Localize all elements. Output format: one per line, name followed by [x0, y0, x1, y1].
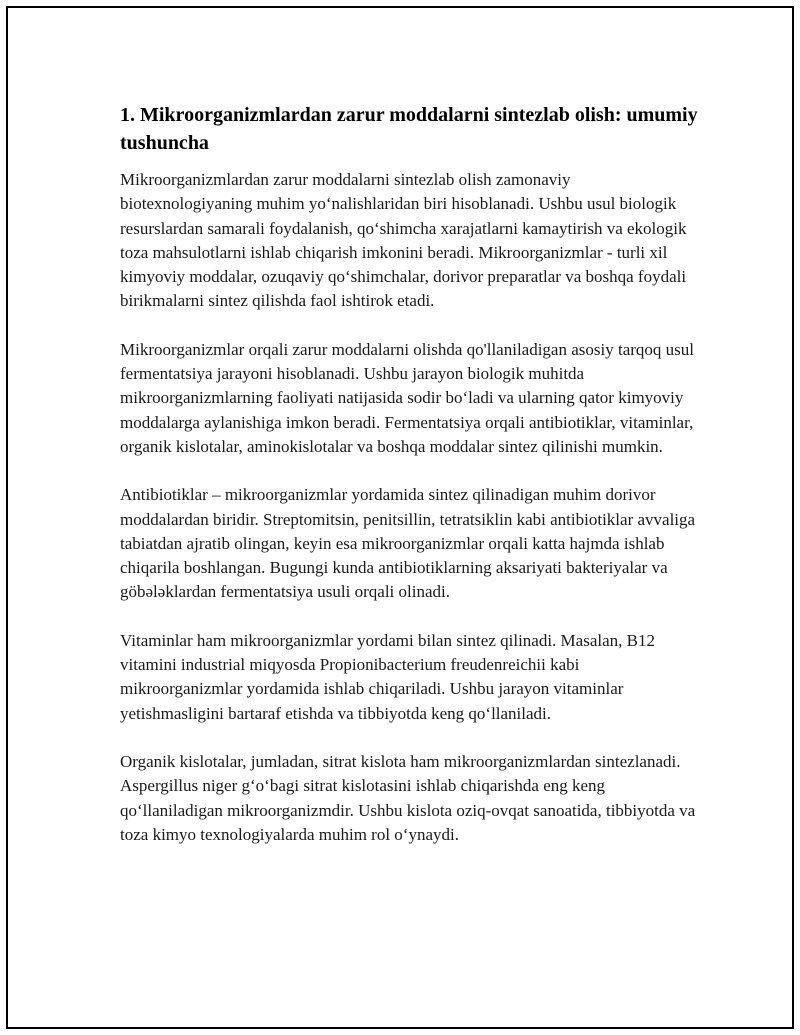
page-border: [6, 6, 794, 1029]
paragraph-vitamins: Vitaminlar ham mikroorganizmlar yordami bilan sintez qilinadi. Masalan, B12 vitamini industrial miqyosda Propionibacterium freudenreichii kabi mikroorganizmlar yordamida ishlab chiqariladi. Ushbu jarayon vitaminlar yetishmasligini bartaraf etishda va tibbiyotda keng qo‘llaniladi.: [120, 630, 655, 723]
paragraph-intro: Mikroorganizmlardan zarur moddalarni sintezlab olish zamonaviy biotexnologiyaning muhim yo‘nalishlaridan biri hisoblanadi. Ushbu usul biologik resurslardan samarali foydalanish, qo‘shimcha xarajatlarni kamaytirish va ekologik toza mahsulotlarni ishlab chiqarish imkonini beradi. Mikroorganizmlar - turli xil kimyoviy moddalar, ozuqaviy qo‘shimchalar, dorivor preparatlar va boshqa foydali birikmalarni sintez qilishda faol ishtirok etadi.: [120, 170, 687, 311]
document-body: [120, 101, 700, 871]
paragraph-antibiotics: Antibiotiklar – mikroorganizmlar yordamida sintez qilinadigan muhim dorivor moddalardan biridir. Streptomitsin, penitsillin, tetratsiklin kabi antibiotiklar avvaliga tabiatdan ajratib olingan, keyin esa mikroorganizmlar orqali katta hajmda ishlab chiqarila boshlangan. Bugungi kunda antibiotiklarning aksariyati bakteriyalar va göbələklardan fermentatsiya usuli orqali olinadi.: [120, 485, 696, 602]
paragraph-organic-acids: Organik kislotalar, jumladan, sitrat kislota ham mikroorganizmlardan sintezlanadi. Aspergillus niger g‘o‘bagi sitrat kislotasini ishlab chiqarishda eng keng qo‘llaniladigan mikroorganizmdir. Ushbu kislota oziq-ovqat sanoatida, tibbiyotda va toza kimyo texnologiyalarda muhim rol o‘ynaydi.: [120, 751, 696, 844]
paragraph-fermentation: Mikroorganizmlar orqali zarur moddalarni olishda qo'llaniladigan asosiy tarqoq usul fermentatsiya jarayoni hisoblanadi. Ushbu jarayon biologik muhitda mikroorganizmlarning faoliyati natijasida sodir bo‘ladi va ularning qator kimyoviy moddalarga aylanishiga imkon beradi. Fermentatsiya orqali antibiotiklar, vitaminlar, organik kislotalar, aminokislotalar va boshqa moddalar sintez qilinishi mumkin.: [120, 339, 694, 456]
section-heading: 1. Mikroorganizmlardan zarur moddalarni sintezlab olish: umumiy tushuncha: [120, 104, 698, 154]
